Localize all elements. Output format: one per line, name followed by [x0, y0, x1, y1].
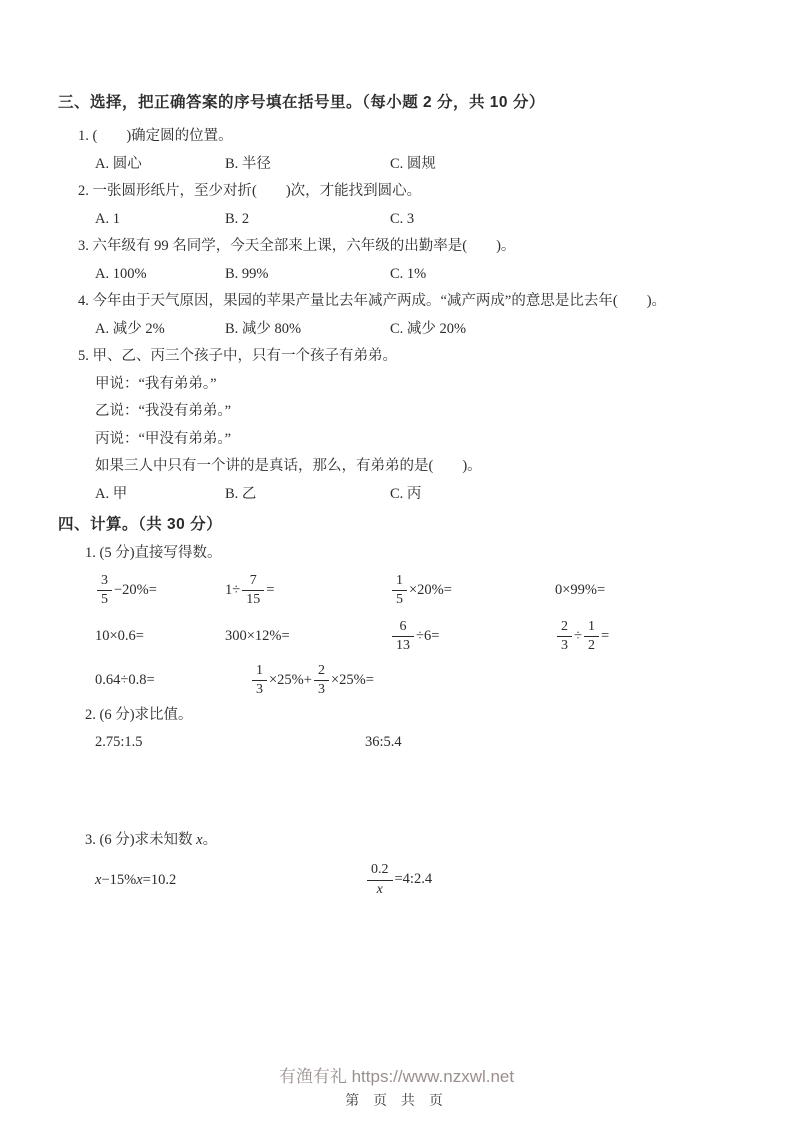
footer-watermark: 有渔有礼 https://www.nzxwl.net — [278, 1067, 515, 1086]
question-3-text: 3. 六年级有 99 名同学，今天全部来上课，六年级的出勤率是( )。 — [78, 238, 516, 254]
question-5-text: 5. 甲、乙、丙三个孩子中，只有一个孩子有弟弟。 — [78, 348, 397, 364]
question-5-statement-yi: 乙说：“我没有弟弟。” — [95, 403, 232, 419]
question-2 — [58, 178, 765, 233]
question-5-statement-jia: 甲说：“我有弟弟。” — [95, 375, 217, 392]
direct-write-row-2 — [95, 614, 765, 660]
question-1 — [58, 123, 765, 178]
question-5 — [58, 343, 765, 508]
page-footer — [0, 1066, 793, 1110]
question-2-option-c: C. 3 — [390, 210, 415, 227]
question-5-statement-bing: 丙说：“甲没有弟弟。” — [95, 430, 232, 447]
calc-unknown-label: 3. (6 分)求未知数 x。 — [85, 831, 218, 848]
question-5-option-c: C. 丙 — [390, 485, 422, 502]
question-4-option-c: C. 减少 20% — [390, 320, 467, 337]
question-1-options — [95, 151, 765, 179]
question-5-options — [95, 481, 765, 509]
question-5-conclusion: 如果三人中只有一个讲的是真话，那么，有弟弟的是( )。 — [95, 458, 482, 474]
question-4-text: 4. 今年由于天气原因，果园的苹果产量比去年减产两成。“减产两成”的意思是比去年( )。 — [78, 293, 667, 309]
question-5-option-a: A. 甲 — [95, 485, 128, 502]
question-4-option-b: B. 减少 80% — [225, 320, 302, 337]
expression: $\frac{3}{5}$ −20%= — [95, 573, 225, 608]
question-4-option-a: A. 减少 2% — [95, 320, 165, 337]
question-3-option-c: C. 1% — [390, 265, 427, 282]
question-2-option-a: A. 1 — [95, 210, 120, 227]
question-1-option-a: A. 圆心 — [95, 155, 142, 172]
expression: $\frac{1}{3}$ ×25%+ $\frac{2}{3}$ ×25%= — [250, 663, 765, 698]
question-1-option-c: C. 圆规 — [390, 155, 436, 172]
question-2-options — [95, 206, 765, 234]
question-4-options — [95, 316, 765, 344]
expression: $\frac{2}{3}$ ÷ $\frac{1}{2}$ = — [555, 619, 765, 654]
question-5-option-b: B. 乙 — [225, 485, 257, 502]
expression: 0×99%= — [555, 582, 606, 598]
question-1-text: 1. ( )确定圆的位置。 — [78, 128, 233, 144]
ratio-item-2: 36:5.4 — [365, 734, 402, 750]
calc-ratio-label: 2. (6 分)求比值。 — [85, 706, 193, 723]
unknown-row — [95, 854, 765, 906]
calc-direct-write-label: 1. (5 分)直接写得数。 — [85, 545, 222, 561]
question-2-text: 2. 一张圆形纸片，至少对折( )次，才能找到圆心。 — [78, 183, 422, 199]
question-3-options — [95, 261, 765, 289]
calc-unknown — [58, 827, 765, 907]
expression: 300×12%= — [225, 628, 290, 644]
calc-direct-write — [58, 540, 765, 702]
calc-ratio — [58, 702, 765, 757]
direct-write-row-3 — [95, 660, 765, 702]
expression: $\frac{6}{13}$ ÷6= — [390, 619, 555, 654]
question-3-option-b: B. 99% — [225, 265, 269, 282]
expression: 0.64÷0.8= — [95, 672, 155, 688]
expression: $\frac{0.2}{x}$ =4:2.4 — [365, 862, 765, 897]
question-4 — [58, 288, 765, 343]
expression: 1÷ $\frac{7}{15}$ = — [225, 572, 275, 607]
expression: 10×0.6= — [95, 628, 144, 644]
ratio-item-1: 2.75:1.5 — [95, 734, 143, 750]
ratio-row — [95, 729, 765, 757]
question-3 — [58, 233, 765, 288]
question-2-option-b: B. 2 — [225, 210, 250, 227]
section-choice-title: 三、选择，把正确答案的序号填在括号里。（每小题 2 分，共 10 分） — [58, 94, 545, 111]
section-calc-title: 四、计算。（共 30 分） — [58, 516, 223, 533]
expression: $\frac{1}{5}$ ×20%= — [390, 573, 555, 608]
direct-write-row-1 — [95, 568, 765, 614]
question-1-option-b: B. 半径 — [225, 155, 271, 172]
question-3-option-a: A. 100% — [95, 265, 147, 282]
expression: x−15%x=10.2 — [95, 871, 177, 888]
footer-page-number: 第 页 共 页 — [345, 1092, 448, 1108]
